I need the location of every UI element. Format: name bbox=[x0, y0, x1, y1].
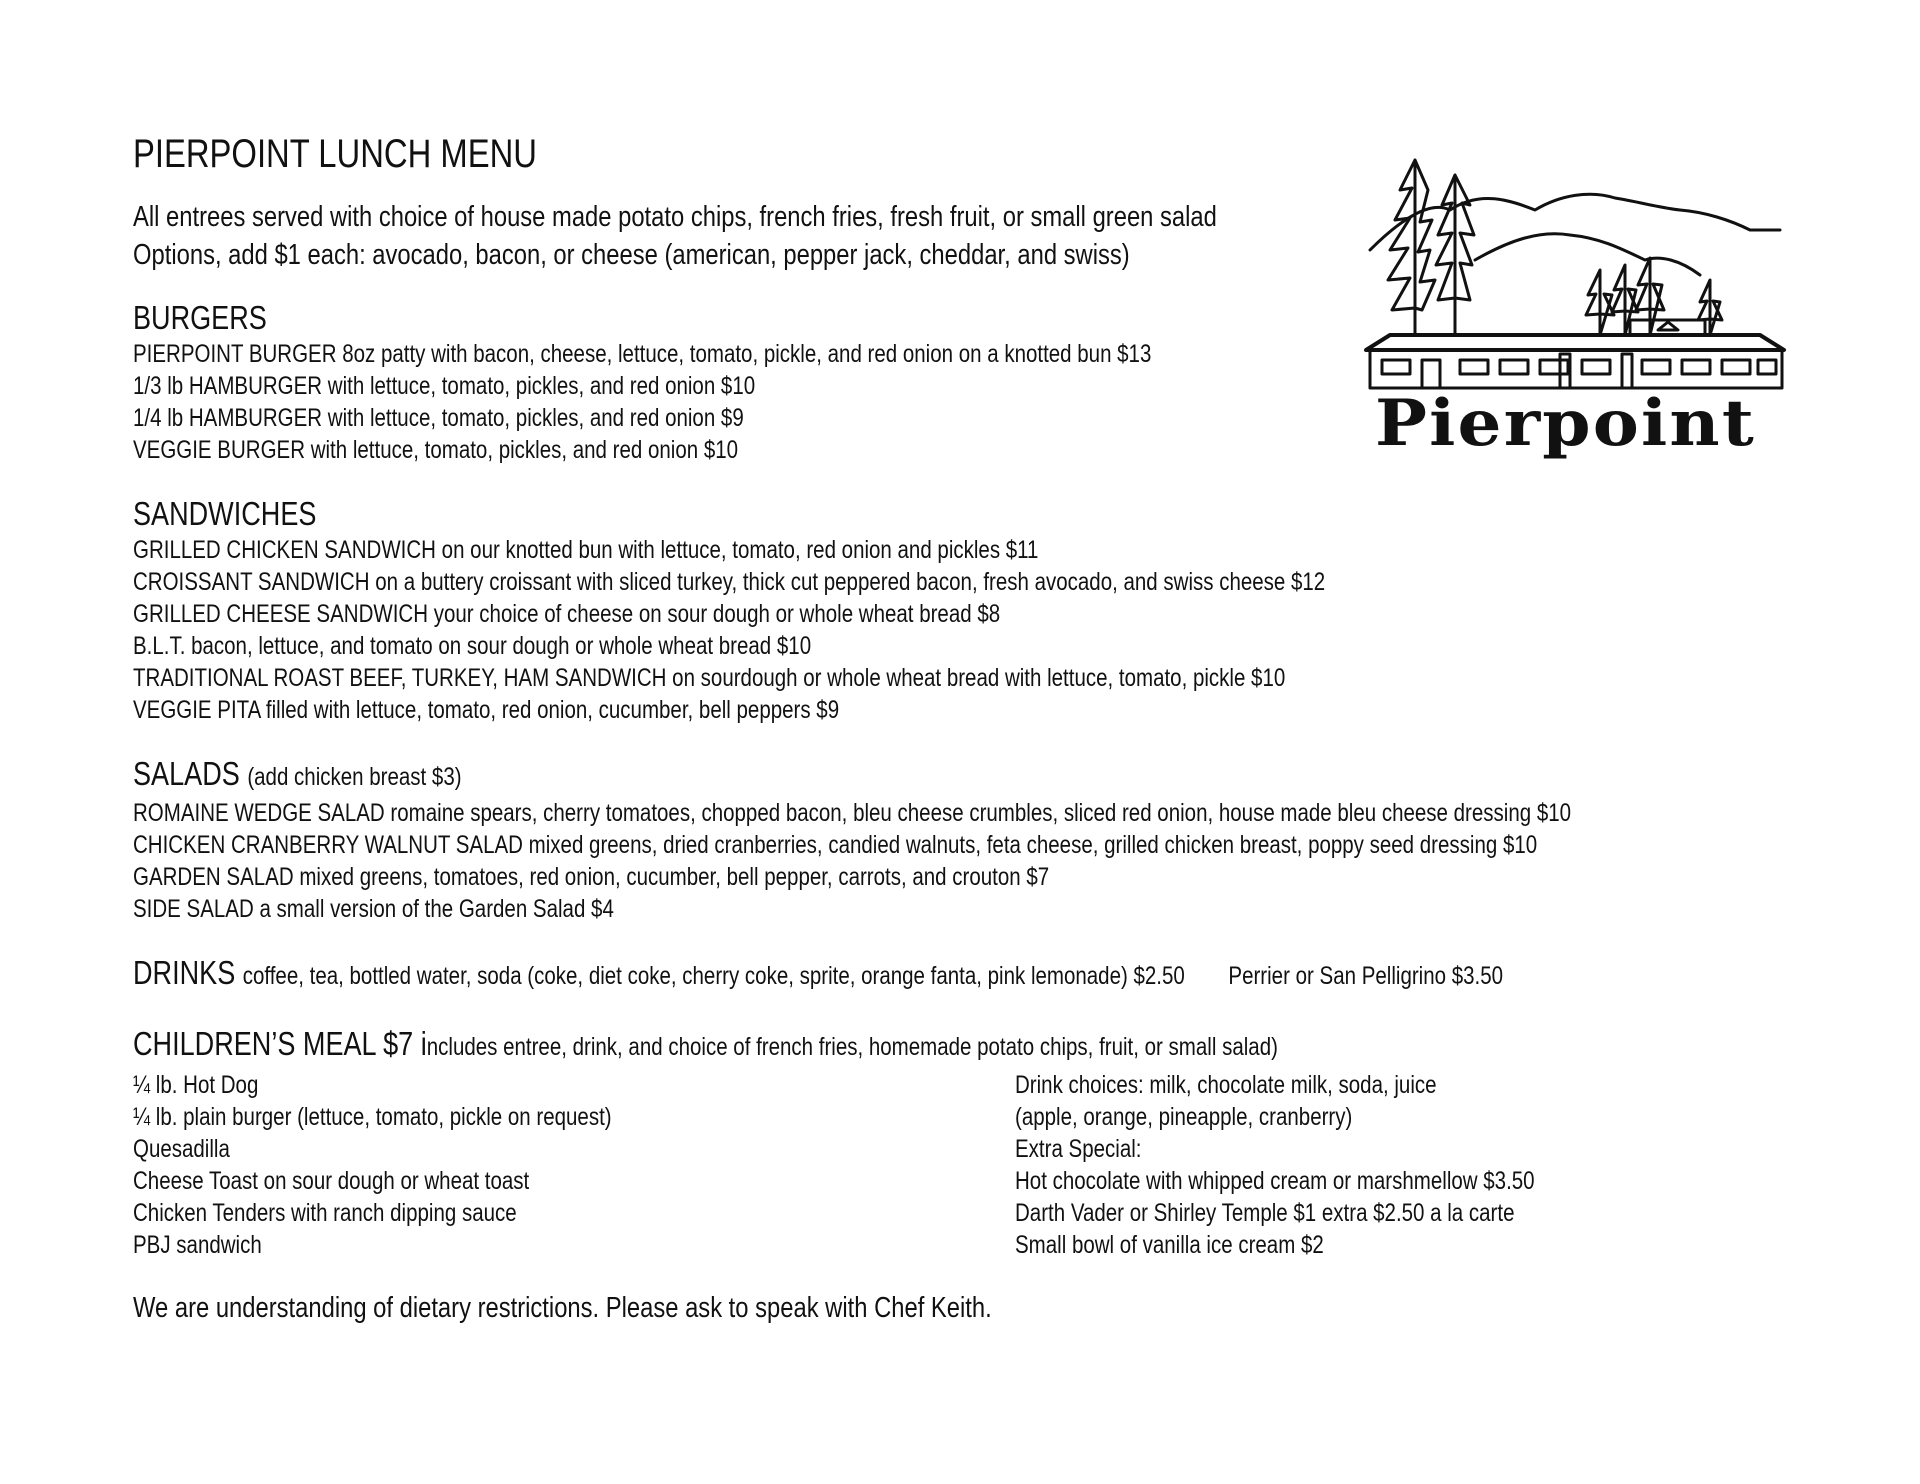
list-item: Small bowl of vanilla ice cream $2 bbox=[1015, 1231, 1324, 1259]
menu-item: GARDEN SALAD mixed greens, tomatoes, red onion, cucumber, bell pepper, carrots, and crouton $7 bbox=[133, 863, 1050, 891]
drinks-extra: Perrier or San Pelligrino $3.50 bbox=[1228, 962, 1504, 990]
menu-item: SIDE SALAD a small version of the Garden Salad $4 bbox=[133, 895, 614, 923]
list-item: Chicken Tenders with ranch dipping sauce bbox=[133, 1199, 517, 1227]
list-item: Extra Special: bbox=[1015, 1135, 1142, 1163]
section-heading-burgers: BURGERS bbox=[133, 299, 267, 336]
list-item: Darth Vader or Shirley Temple $1 extra $2.50 a la carte bbox=[1015, 1199, 1515, 1227]
list-item: Cheese Toast on sour dough or wheat toast bbox=[133, 1167, 530, 1195]
dietary-note: We are understanding of dietary restrictions. Please ask to speak with Chef Keith. bbox=[133, 1292, 992, 1324]
section-heading-kids: CHILDREN’S MEAL $7 includes entree, drink, and choice of french fries, homemade potato chips, fruit, or small salad) bbox=[133, 1025, 1278, 1062]
menu-item: CROISSANT SANDWICH on a buttery croissant with sliced turkey, thick cut peppered bacon, fresh avocado, and swiss cheese $12 bbox=[133, 568, 1326, 596]
menu-item: ROMAINE WEDGE SALAD romaine spears, cherry tomatoes, chopped bacon, bleu cheese crumbles, sliced red onion, house made bleu cheese dressing $10 bbox=[133, 799, 1572, 827]
kids-drinks-column bbox=[1015, 1069, 1649, 1261]
intro-line: Options, add $1 each: avocado, bacon, or cheese (american, pepper jack, cheddar, and swiss) bbox=[133, 239, 1130, 271]
kids-entrees-column bbox=[133, 1069, 717, 1261]
menu-item: VEGGIE PITA filled with lettuce, tomato, red onion, cucumber, bell peppers $9 bbox=[133, 696, 840, 724]
salads-note: (add chicken breast $3) bbox=[247, 763, 462, 791]
menu-item: GRILLED CHEESE SANDWICH your choice of cheese on sour dough or whole wheat bread $8 bbox=[133, 600, 1001, 628]
sandwiches-section bbox=[133, 494, 1893, 726]
menu-item: 1/3 lb HAMBURGER with lettuce, tomato, pickles, and red onion $10 bbox=[133, 372, 756, 400]
menu-item: CHICKEN CRANBERRY WALNUT SALAD mixed greens, dried cranberries, candied walnuts, feta cheese, grilled chicken breast, poppy seed dressing $10 bbox=[133, 831, 1538, 859]
drinks-section bbox=[133, 953, 1893, 996]
kids-columns bbox=[133, 1069, 1893, 1269]
kids-note: ncludes entree, drink, and choice of french fries, homemade potato chips, fruit, or small salad) bbox=[426, 1033, 1278, 1061]
menu-item: VEGGIE BURGER with lettuce, tomato, pickles, and red onion $10 bbox=[133, 436, 739, 464]
menu-item: TRADITIONAL ROAST BEEF, TURKEY, HAM SANDWICH on sourdough or whole wheat bread with lettuce, tomato, pickle $10 bbox=[133, 664, 1286, 692]
menu-item: PIERPOINT BURGER 8oz patty with bacon, cheese, lettuce, tomato, pickle, and red onion on a knotted bun $13 bbox=[133, 340, 1152, 368]
drinks-list: coffee, tea, bottled water, soda (coke, diet coke, cherry coke, sprite, orange fanta, pink lemonade) $2.50 bbox=[242, 962, 1185, 990]
list-item: Quesadilla bbox=[133, 1135, 230, 1163]
page-title: PIERPOINT LUNCH MENU bbox=[133, 132, 537, 176]
intro-line: All entrees served with choice of house made potato chips, french fries, fresh fruit, or small green salad bbox=[133, 201, 1217, 233]
kids-section bbox=[133, 1024, 1893, 1269]
list-item: (apple, orange, pineapple, cranberry) bbox=[1015, 1103, 1353, 1131]
menu-item: GRILLED CHICKEN SANDWICH on our knotted bun with lettuce, tomato, red onion and pickles $11 bbox=[133, 536, 1039, 564]
section-heading-salads: SALADS (add chicken breast $3) bbox=[133, 755, 462, 792]
logo-wordmark: Pierpoint bbox=[1375, 386, 1756, 461]
list-item: PBJ sandwich bbox=[133, 1231, 262, 1259]
list-item: ¼ lb. Hot Dog bbox=[133, 1071, 259, 1099]
list-item: Hot chocolate with whipped cream or marshmellow $3.50 bbox=[1015, 1167, 1535, 1195]
section-heading-drinks: DRINKS bbox=[133, 954, 236, 991]
list-item: Drink choices: milk, chocolate milk, soda, juice bbox=[1015, 1071, 1437, 1099]
menu-item: 1/4 lb HAMBURGER with lettuce, tomato, pickles, and red onion $9 bbox=[133, 404, 744, 432]
section-heading-sandwiches: SANDWICHES bbox=[133, 495, 317, 532]
menu-item: B.L.T. bacon, lettuce, and tomato on sour dough or whole wheat bread $10 bbox=[133, 632, 812, 660]
salads-section bbox=[133, 754, 1893, 925]
list-item: ¼ lb. plain burger (lettuce, tomato, pickle on request) bbox=[133, 1103, 612, 1131]
